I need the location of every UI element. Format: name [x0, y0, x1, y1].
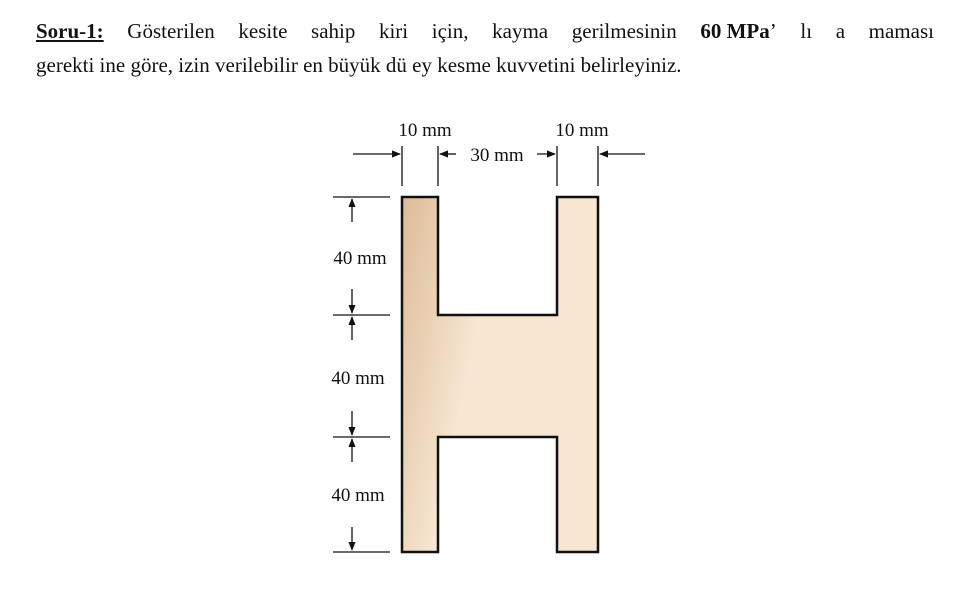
question-word: a [835, 19, 846, 43]
question-word: sahip [311, 19, 356, 43]
question-word: Gösterilen [127, 19, 215, 43]
question-word: gerilmesinin [571, 19, 677, 43]
question-word: maması [868, 19, 934, 43]
dimension-label-top-height: 40 mm [333, 248, 387, 269]
question-word: için, [431, 19, 469, 43]
dimension-label-middle-height: 40 mm [331, 368, 385, 389]
question-word: ’ [769, 19, 777, 43]
dimension-label-bottom-height: 40 mm [331, 485, 385, 506]
dimension-label-web: 30 mm [470, 145, 524, 166]
h-section-shape [402, 197, 598, 552]
question-line-2: gerekti ine göre, izin verilebilir en büyük dü ey kesme kuvvetini belirleyiniz. [36, 53, 682, 77]
dimension-label-left-flange: 10 mm [398, 120, 452, 141]
stress-value: 60 MPa [700, 19, 770, 43]
question-word: kesite [238, 19, 288, 43]
question-word: kayma [492, 19, 549, 43]
dimension-label-right-flange: 10 mm [555, 120, 609, 141]
question-label: Soru-1: [36, 19, 104, 43]
question-word: kiri [378, 19, 409, 43]
question-word: lı [800, 19, 813, 43]
